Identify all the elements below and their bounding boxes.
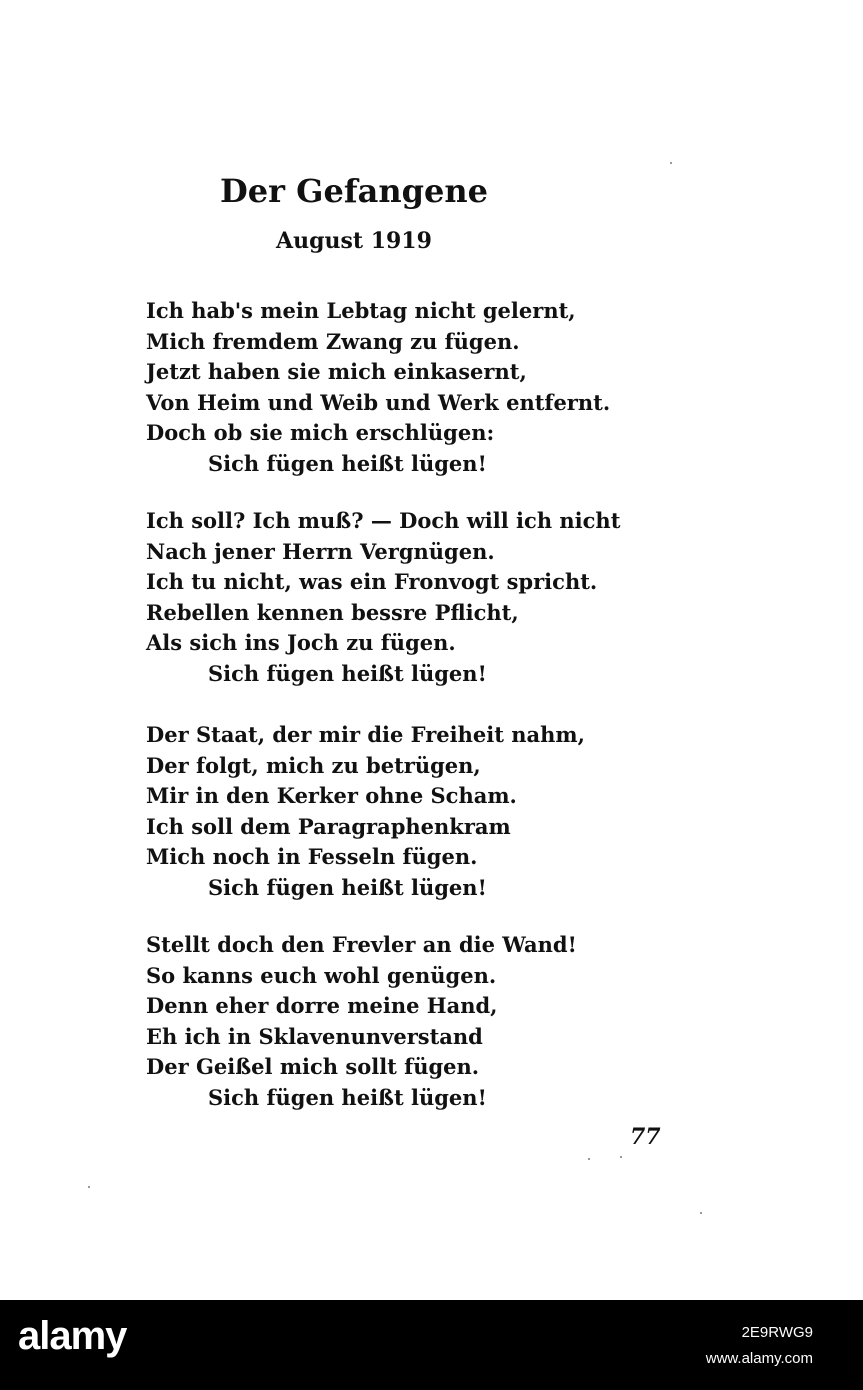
verse-line: So kanns euch wohl genügen. [146, 962, 497, 988]
verse-line: Eh ich in Sklavenunverstand [146, 1023, 483, 1049]
poem-date: August 1919 [276, 228, 432, 254]
refrain-line: Sich fügen heißt lügen! [208, 874, 487, 900]
verse-line: Der Geißel mich sollt fügen. [146, 1054, 480, 1079]
stanza-4 [146, 930, 706, 1113]
watermark-image-id: 2E9RWG9 [741, 1324, 813, 1341]
verse-line: Ich tu nicht, was ein Fronvogt spricht. [146, 569, 598, 594]
verse-line: Rebellen kennen bessre Pflicht, [146, 599, 519, 625]
verse-line: Von Heim und Weib und Werk entfernt. [146, 389, 611, 415]
verse-line: Jetzt haben sie mich einkasernt, [146, 359, 527, 384]
refrain-line: Sich fügen heißt lügen! [208, 450, 487, 476]
stanza-2 [146, 506, 706, 689]
verse-line: Denn eher dorre meine Hand, [146, 993, 498, 1018]
verse-line: Ich soll? Ich muß? — Doch will ich nicht [146, 508, 621, 533]
verse-line: Der Staat, der mir die Freiheit nahm, [146, 722, 585, 747]
refrain-line: Sich fügen heißt lügen! [208, 1084, 487, 1110]
refrain-line: Sich fügen heißt lügen! [208, 660, 487, 686]
paper-speck [588, 1158, 590, 1160]
paper-speck [88, 1186, 90, 1188]
verse-line: Nach jener Herrn Vergnügen. [146, 538, 495, 564]
verse-line: Mich noch in Fesseln fügen. [146, 844, 478, 869]
verse-line: Mich fremdem Zwang zu fügen. [146, 328, 520, 354]
verse-line: Ich soll dem Paragraphenkram [146, 813, 511, 839]
verse-line: Ich hab's mein Lebtag nicht gelernt, [146, 298, 576, 323]
verse-line: Stellt doch den Frevler an die Wand! [146, 932, 577, 957]
verse-line: Doch ob sie mich erschlügen: [146, 420, 495, 445]
watermark-banner [0, 1300, 863, 1390]
verse-line: Als sich ins Joch zu fügen. [146, 630, 456, 655]
page-number: 77 [630, 1124, 661, 1150]
watermark-logo: alamy [18, 1314, 127, 1358]
paper-speck [700, 1212, 702, 1214]
verse-line: Der folgt, mich zu betrügen, [146, 752, 481, 778]
stanza-1 [146, 296, 706, 479]
verse-line: Mir in den Kerker ohne Scham. [146, 783, 517, 808]
stanza-3 [146, 720, 706, 903]
paper-speck [620, 1156, 622, 1158]
watermark-url: www.alamy.com [705, 1350, 813, 1367]
poem-title: Der Gefangene [220, 172, 488, 210]
paper-speck [670, 162, 672, 164]
